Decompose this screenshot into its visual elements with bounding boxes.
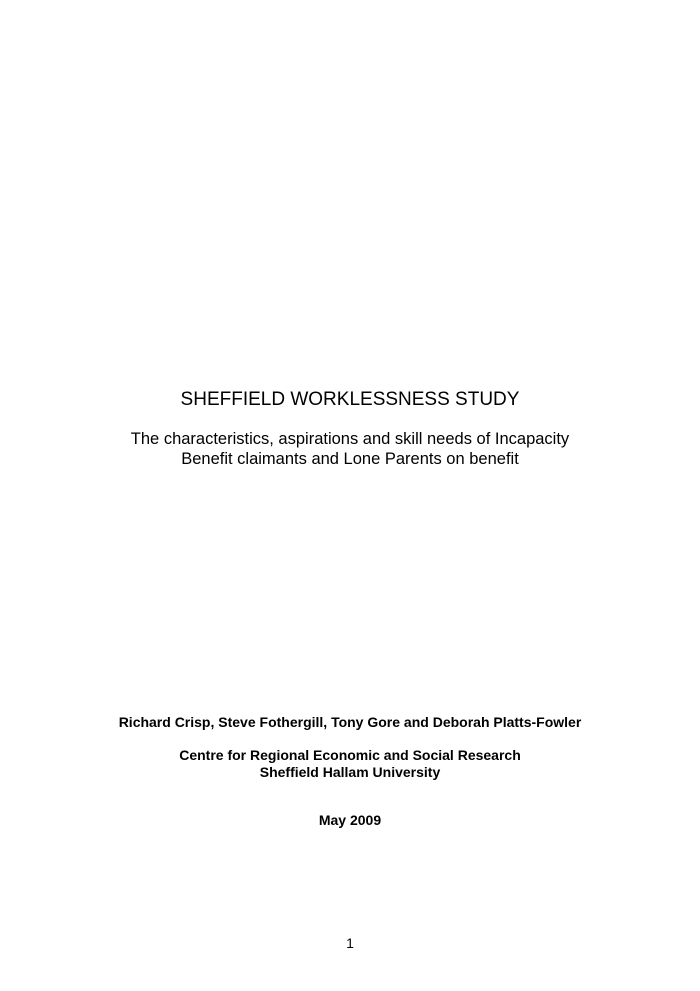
organisation-centre: Centre for Regional Economic and Social Research	[179, 747, 521, 763]
document-title: SHEFFIELD WORKLESSNESS STUDY	[180, 389, 520, 410]
subtitle-line-1: The characteristics, aspirations and skill needs of Incapacity	[130, 430, 570, 448]
organisation-university: Sheffield Hallam University	[259, 764, 441, 780]
authors: Richard Crisp, Steve Fothergill, Tony Gore and Deborah Platts-Fowler	[118, 714, 582, 730]
page-number: 1	[346, 935, 354, 951]
subtitle-line-2: Benefit claimants and Lone Parents on benefit	[181, 450, 519, 468]
publication-date: May 2009	[318, 812, 382, 828]
